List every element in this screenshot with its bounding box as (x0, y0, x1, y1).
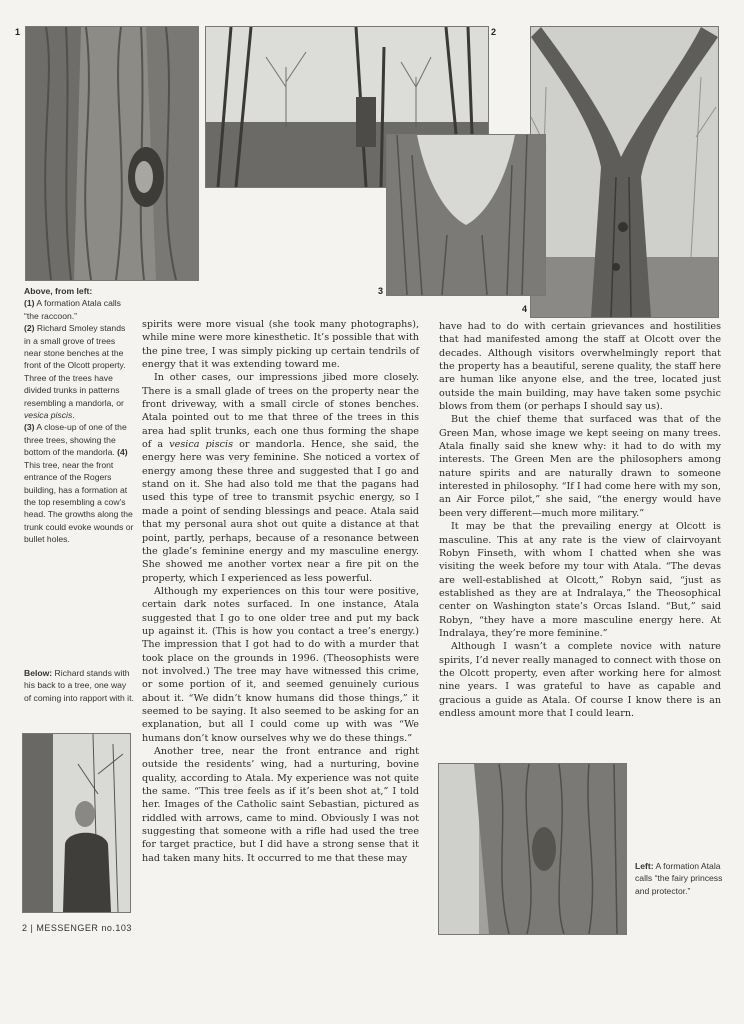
caption-item-1: (1) A formation Atala calls “the raccoon.” (24, 298, 121, 321)
caption-item-3-4: (3) A close-up of one of the three trees, showing the bottom of the mandorla. (4) This tree, near the front entrance of the Rogers building, has a formation at the top resembling a cow’s head. The growths along the trunk could evoke wounds or bullet holes. (24, 422, 134, 545)
paragraph: It may be that the prevailing energy at Olcott is masculine. This at any rate is the view of clairvoyant Robyn Finseth, with whom I chatted when she was visiting the week before my tour with Atala. “The devas are well-established at Olcott,” Robyn said, “just as established as they are at Indralaya,” the Theosophical center on Washington state’s Orcas Island. “But,” said Robyn, “they have a more masculine energy here. At Indralaya, they’re more feminine.” (439, 521, 721, 639)
photo-richard-tree (22, 733, 131, 913)
photo-number-2: 2 (491, 27, 497, 37)
article-column-2 (439, 320, 721, 720)
caption-below: Below: Richard stands with his back to a tree, one way of coming into rapport with it. (24, 668, 134, 703)
photo-mandorla-closeup (386, 134, 546, 296)
paragraph: Although I wasn’t a complete novice with nature spirits, I’d never really managed to connect with those on the Olcott property, even after working here for almost nine years. I was grateful to have as capable and gracious a guide as Atala. Of course I know there is an endless amount more that I could learn. (439, 641, 721, 719)
page-folio: 2 | MESSENGER no.103 (22, 923, 132, 933)
paragraph: have had to do with certain grievances and hostilities that had manifested among the staff at Olcott over the decades. Although visitors overwhelmingly report that the property has a beautiful, serene quality, the staff here are human like anyone else, and the tree, located just outside the main building, may have taken some psychic blows from them (or perhaps I should say us). (439, 321, 721, 413)
photo-number-1: 1 (15, 27, 21, 37)
paragraph: In other cases, our impressions jibed more closely. There is a small glade of trees on the property near the front driveway, with a small circle of stones benches. Atala pointed out to me that three of the trees in this area had split trunks, each one thus forming the shape of a vesica piscis or mandorla. Hence, she said, the energy here was very feminine. She noticed a vortex of energy among these three and suggested that I go and stand on it. She had also told me that the pagans had used this type of tree to transmit psychic energy, so I made a point of sending blessings and peace. Atala said that my personal aura shot out quite a distance at that point, partly, perhaps, because of a resonance between the glade’s feminine energy and my masculine energy. She showed me another vortex near a fire pit on the property, which I experienced as less powerful. (142, 372, 419, 584)
photo-number-3: 3 (378, 286, 384, 296)
photo-cow-head-tree (530, 26, 719, 318)
caption-heading: Above, from left: (24, 286, 93, 296)
caption-left: Left: A formation Atala calls “the fairy princess and protector.” (635, 861, 723, 896)
article-column-1 (142, 318, 419, 865)
photo-raccoon-bark (25, 26, 199, 281)
paragraph: spirits were more visual (she took many photographs), while mine were more kinesthetic. It’s possible that with the pine tree, I was simply picking up certain tendrils of energy that it was extending toward me. (142, 319, 419, 371)
caption-above (24, 285, 134, 546)
paragraph: Although my experiences on this tour were positive, certain dark notes surfaced. In one instance, Atala suggested that I go to one older tree and put my back up against it. (This is how you contact a tree’s energy.) The impression that I got had to do with a murder that took place on the grounds in 1996. (Theosophists were not involved.) The tree may have witnessed this crime, or some portion of it, and seemed genuinely curious about it. “We didn’t know humans did those things,” it seemed to be saying. It also seemed to be asking for an explanation, but all I could come up with was “We humans don’t know ourselves why we do these things.” (142, 585, 419, 744)
paragraph: Another tree, near the front entrance and right outside the residents’ wing, had a nurturing, bovine quality, according to Atala. My experience was not quite the same. “This tree feels as if it’s been shot at,” I told her. Images of the Catholic saint Sebastian, pictured as riddled with arrows, came to mind. Obviously I was not suggesting that someone with a rifle had used the tree for target practice, but I did have a strong sense that it had taken many hits. It occurred to me that these may (142, 746, 419, 864)
paragraph: But the chief theme that surfaced was that of the Green Man, whose image we kept seeing on many trees. Atala finally said she knew why: it had to do with my interests. The Green Men are the philosophers among nature spirits and are naturally drawn to someone interested in philosophy. “If I had come here with my son, an Air Force pilot,” she said, “the energy would have been very different—much more military.” (439, 414, 721, 519)
caption-item-2: (2) Richard Smoley stands in a small grove of trees near stone benches at the front of the Olcott property. Three of the trees have divided trunks in patterns resembling a mandorla, or vesica piscis. (24, 323, 126, 421)
photo-fairy-princess-bark (438, 763, 627, 935)
photo-number-4: 4 (522, 304, 528, 314)
